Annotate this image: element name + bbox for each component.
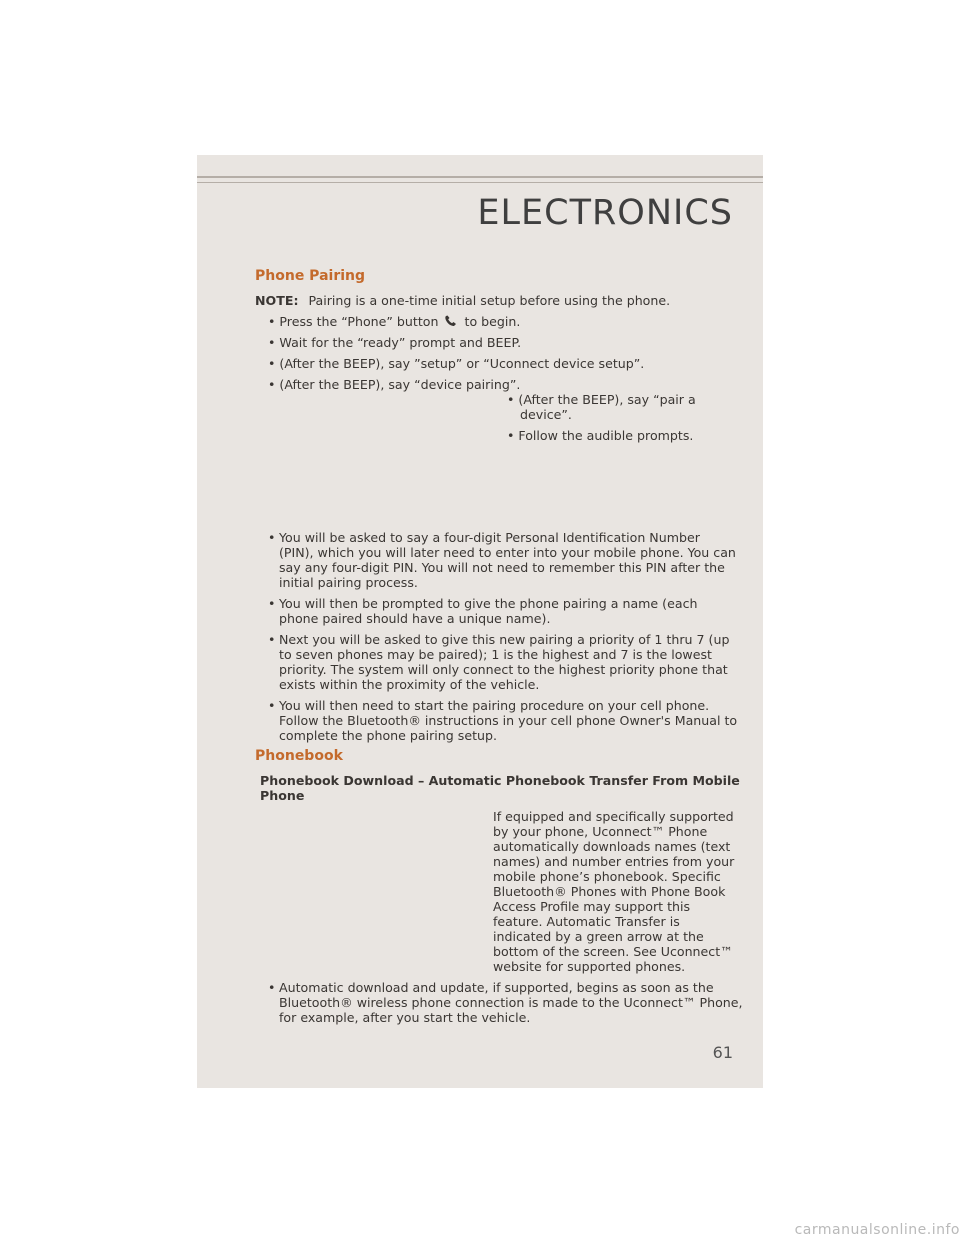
phonebook-para-line: mobile phone’s phonebook. Specific — [493, 869, 721, 884]
right-step-pair-device: • (After the BEEP), say “pair a — [507, 392, 696, 407]
watermark: carmanualsonline.info — [794, 1222, 960, 1238]
phonebook-subheading: Phonebook Download – Automatic Phonebook Transfer From Mobile — [260, 773, 740, 788]
manual-page — [197, 155, 763, 1088]
phonebook-heading: Phonebook — [255, 748, 343, 764]
step-item: • (After the BEEP), say “device pairing”. — [268, 377, 521, 392]
phonebook-para-line: If equipped and specifically supported — [493, 809, 734, 824]
step-item: • (After the BEEP), say ”setup” or “Uconnect device setup”. — [268, 356, 645, 371]
bullet-dot: • — [268, 980, 276, 995]
section-title: ELECTRONICS — [477, 193, 733, 233]
bullet-line: You will then need to start the pairing procedure on your cell phone. — [279, 698, 710, 713]
note-label: NOTE: — [255, 293, 299, 308]
page-number: 61 — [712, 1043, 733, 1062]
step-item: • Wait for the “ready” prompt and BEEP. — [268, 335, 522, 350]
phonebook-bullet-line: Bluetooth® wireless phone connection is made to the Uconnect™ Phone, — [279, 995, 743, 1010]
bullet-line: complete the phone pairing setup. — [279, 728, 498, 743]
press-suffix: to begin. — [464, 314, 521, 329]
bullet-line: Follow the Bluetooth® instructions in your cell phone Owner's Manual to — [279, 713, 738, 728]
phonebook-para-line: by your phone, Uconnect™ Phone — [493, 824, 708, 839]
phonebook-para-line: website for supported phones. — [493, 959, 686, 974]
bullet-dot: • — [268, 530, 276, 545]
bullet-line: to seven phones may be paired); 1 is the highest and 7 is the lowest — [279, 647, 712, 662]
bullet-dot: • — [268, 698, 276, 713]
note — [255, 293, 670, 308]
phonebook-para-line: Access Profile may support this — [493, 899, 691, 914]
bullet-dot: • — [268, 596, 276, 611]
bullet-line: say any four-digit PIN. You will not need to remember this PIN after the — [279, 560, 725, 575]
bullet-line: You will be asked to say a four-digit Personal Identification Number — [279, 530, 700, 545]
bullet-line: exists within the proximity of the vehicle. — [279, 677, 540, 692]
phonebook-bullet-line: Automatic download and update, if supported, begins as soon as the — [279, 980, 714, 995]
note-text: Pairing is a one-time initial setup before using the phone. — [308, 293, 671, 308]
bullet-line: You will then be prompted to give the phone pairing a name (each — [279, 596, 698, 611]
page-content — [197, 155, 763, 1088]
phonebook-subheading-cont: Phone — [260, 788, 305, 803]
bullet-line: initial pairing process. — [279, 575, 418, 590]
bullet-line: priority. The system will only connect to the highest priority phone that — [279, 662, 728, 677]
phonebook-para-line: Bluetooth® Phones with Phone Book — [493, 884, 726, 899]
phonebook-para-line: automatically downloads names (text — [493, 839, 731, 854]
step-press-phone — [268, 314, 520, 329]
phonebook-para-line: feature. Automatic Transfer is — [493, 914, 680, 929]
phonebook-para-line: bottom of the screen. See Uconnect™ — [493, 944, 733, 959]
bullet-line: Next you will be asked to give this new pairing a priority of 1 thru 7 (up — [279, 632, 730, 647]
phonebook-bullet-line: for example, after you start the vehicle. — [279, 1010, 531, 1025]
bullet-line: (PIN), which you will later need to enter into your mobile phone. You can — [279, 545, 736, 560]
right-step-follow-prompts: • Follow the audible prompts. — [507, 428, 694, 443]
phonebook-para-line: names) and number entries from your — [493, 854, 735, 869]
phone-pairing-heading: Phone Pairing — [255, 268, 366, 284]
bullet-dot: • — [268, 632, 276, 647]
bullet-line: phone paired should have a unique name). — [279, 611, 551, 626]
right-step-pair-device-cont: device”. — [520, 407, 572, 422]
phonebook-para-line: indicated by a green arrow at the — [493, 929, 704, 944]
phone-icon — [444, 315, 458, 327]
press-prefix: • Press the “Phone” button — [268, 314, 439, 329]
